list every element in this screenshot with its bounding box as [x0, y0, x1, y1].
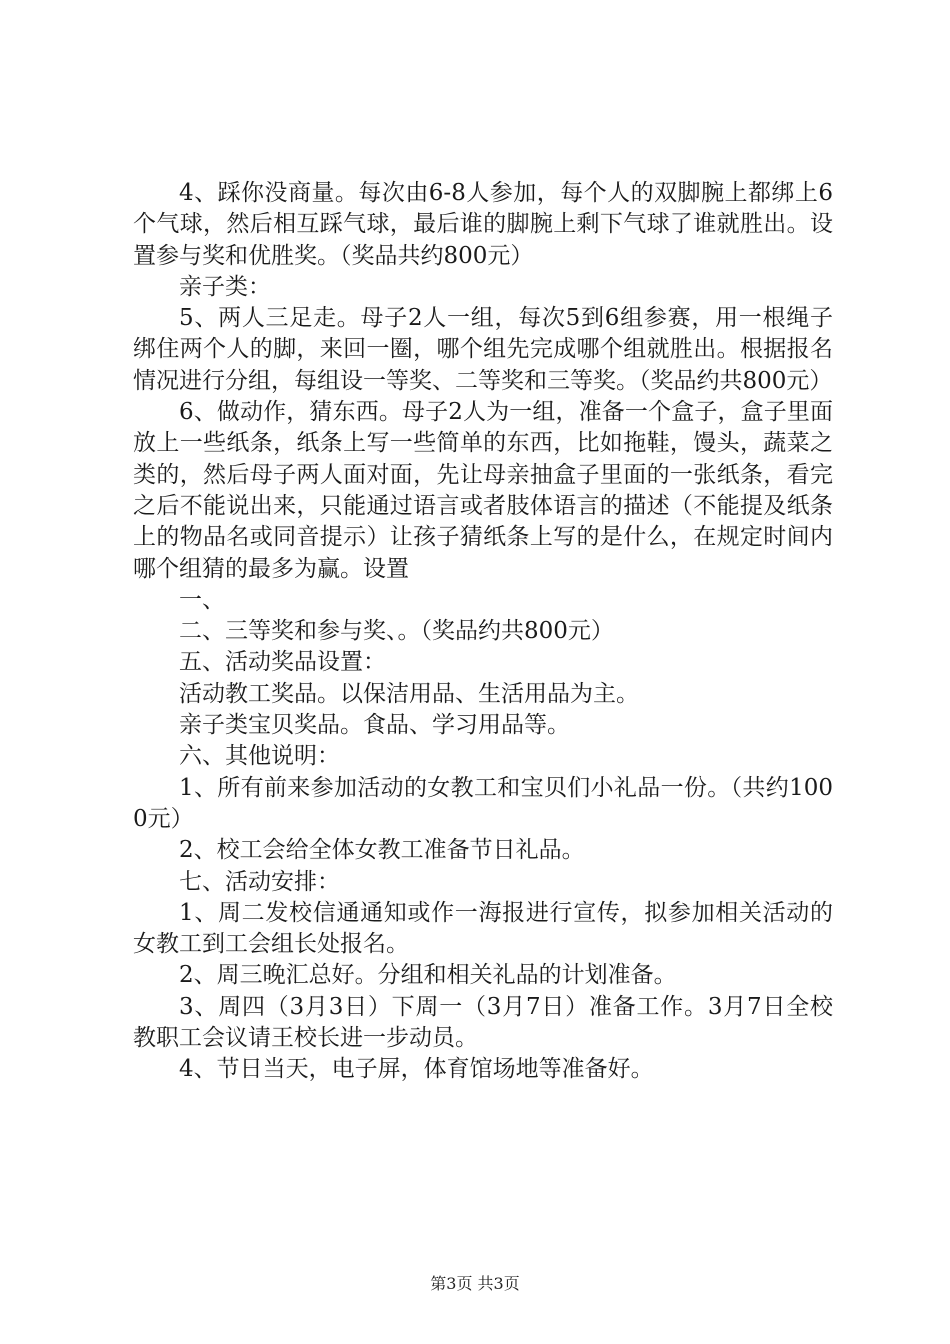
paragraph-schedule-3: 3、周四（3月3日）下周一（3月7日）准备工作。3月7日全校教职工会议请王校长进一步动员。 [133, 993, 833, 1052]
section-six-heading: 六、其他说明： [179, 743, 340, 770]
paragraph-other-1: 1、所有前来参加活动的女教工和宝贝们小礼品一份。（共约1000元） [133, 774, 833, 832]
document-body [133, 178, 833, 1086]
paragraph-game-6: 6、做动作，猜东西。母子2人为一组，准备一个盒子，盒子里面放上一些纸条，纸条上写一些简单的东西，比如拖鞋，馒头，蔬菜之类的，然后母子两人面对面，先让母亲抽盒子里面的一张纸条，看完之后不能说出来，只能通过语言或者肢体语言的描述（不能提及纸条上的物品名或同音提示）让孩子猜纸条上写的是什么，在规定时间内哪个组猜的最多为赢。设置 [133, 399, 833, 582]
section-five-heading: 五、活动奖品设置： [179, 649, 386, 676]
paragraph-game-4: 4、踩你没商量。每次由6-8人参加，每个人的双脚腕上都绑上6个气球，然后相互踩气球，最后谁的脚腕上剩下气球了谁就胜出。设置参与奖和优胜奖。（奖品共约800元） [133, 180, 833, 269]
paragraph-fragment-one: 一、 [179, 586, 225, 613]
section-parent-child-heading: 亲子类： [179, 273, 271, 300]
paragraph-staff-prizes: 活动教工奖品。以保洁用品、生活用品为主。 [179, 680, 639, 707]
paragraph-schedule-4: 4、节日当天，电子屏，体育馆场地等准备好。 [179, 1056, 654, 1083]
paragraph-child-prizes: 亲子类宝贝奖品。食品、学习用品等。 [179, 712, 570, 739]
paragraph-schedule-1: 1、周二发校信通通知或作一海报进行宣传，拟参加相关活动的女教工到工会组长处报名。 [133, 899, 833, 958]
paragraph-game-5: 5、两人三足走。母子2人一组，每次5到6组参赛，用一根绳子绑住两个人的脚，来回一圈，哪个组先完成哪个组就胜出。根据报名情况进行分组，每组设一等奖、二等奖和三等奖。（奖品约共800元） [133, 305, 833, 394]
paragraph-other-2: 2、校工会给全体女教工准备节日礼品。 [179, 837, 585, 864]
paragraph-fragment-two: 二、三等奖和参与奖、。（奖品约共800元） [179, 618, 614, 645]
section-seven-heading: 七、活动安排： [179, 868, 340, 895]
paragraph-schedule-2: 2、周三晚汇总好。分组和相关礼品的计划准备。 [179, 962, 677, 989]
page-footer: 第3页 共3页 [430, 1274, 520, 1293]
